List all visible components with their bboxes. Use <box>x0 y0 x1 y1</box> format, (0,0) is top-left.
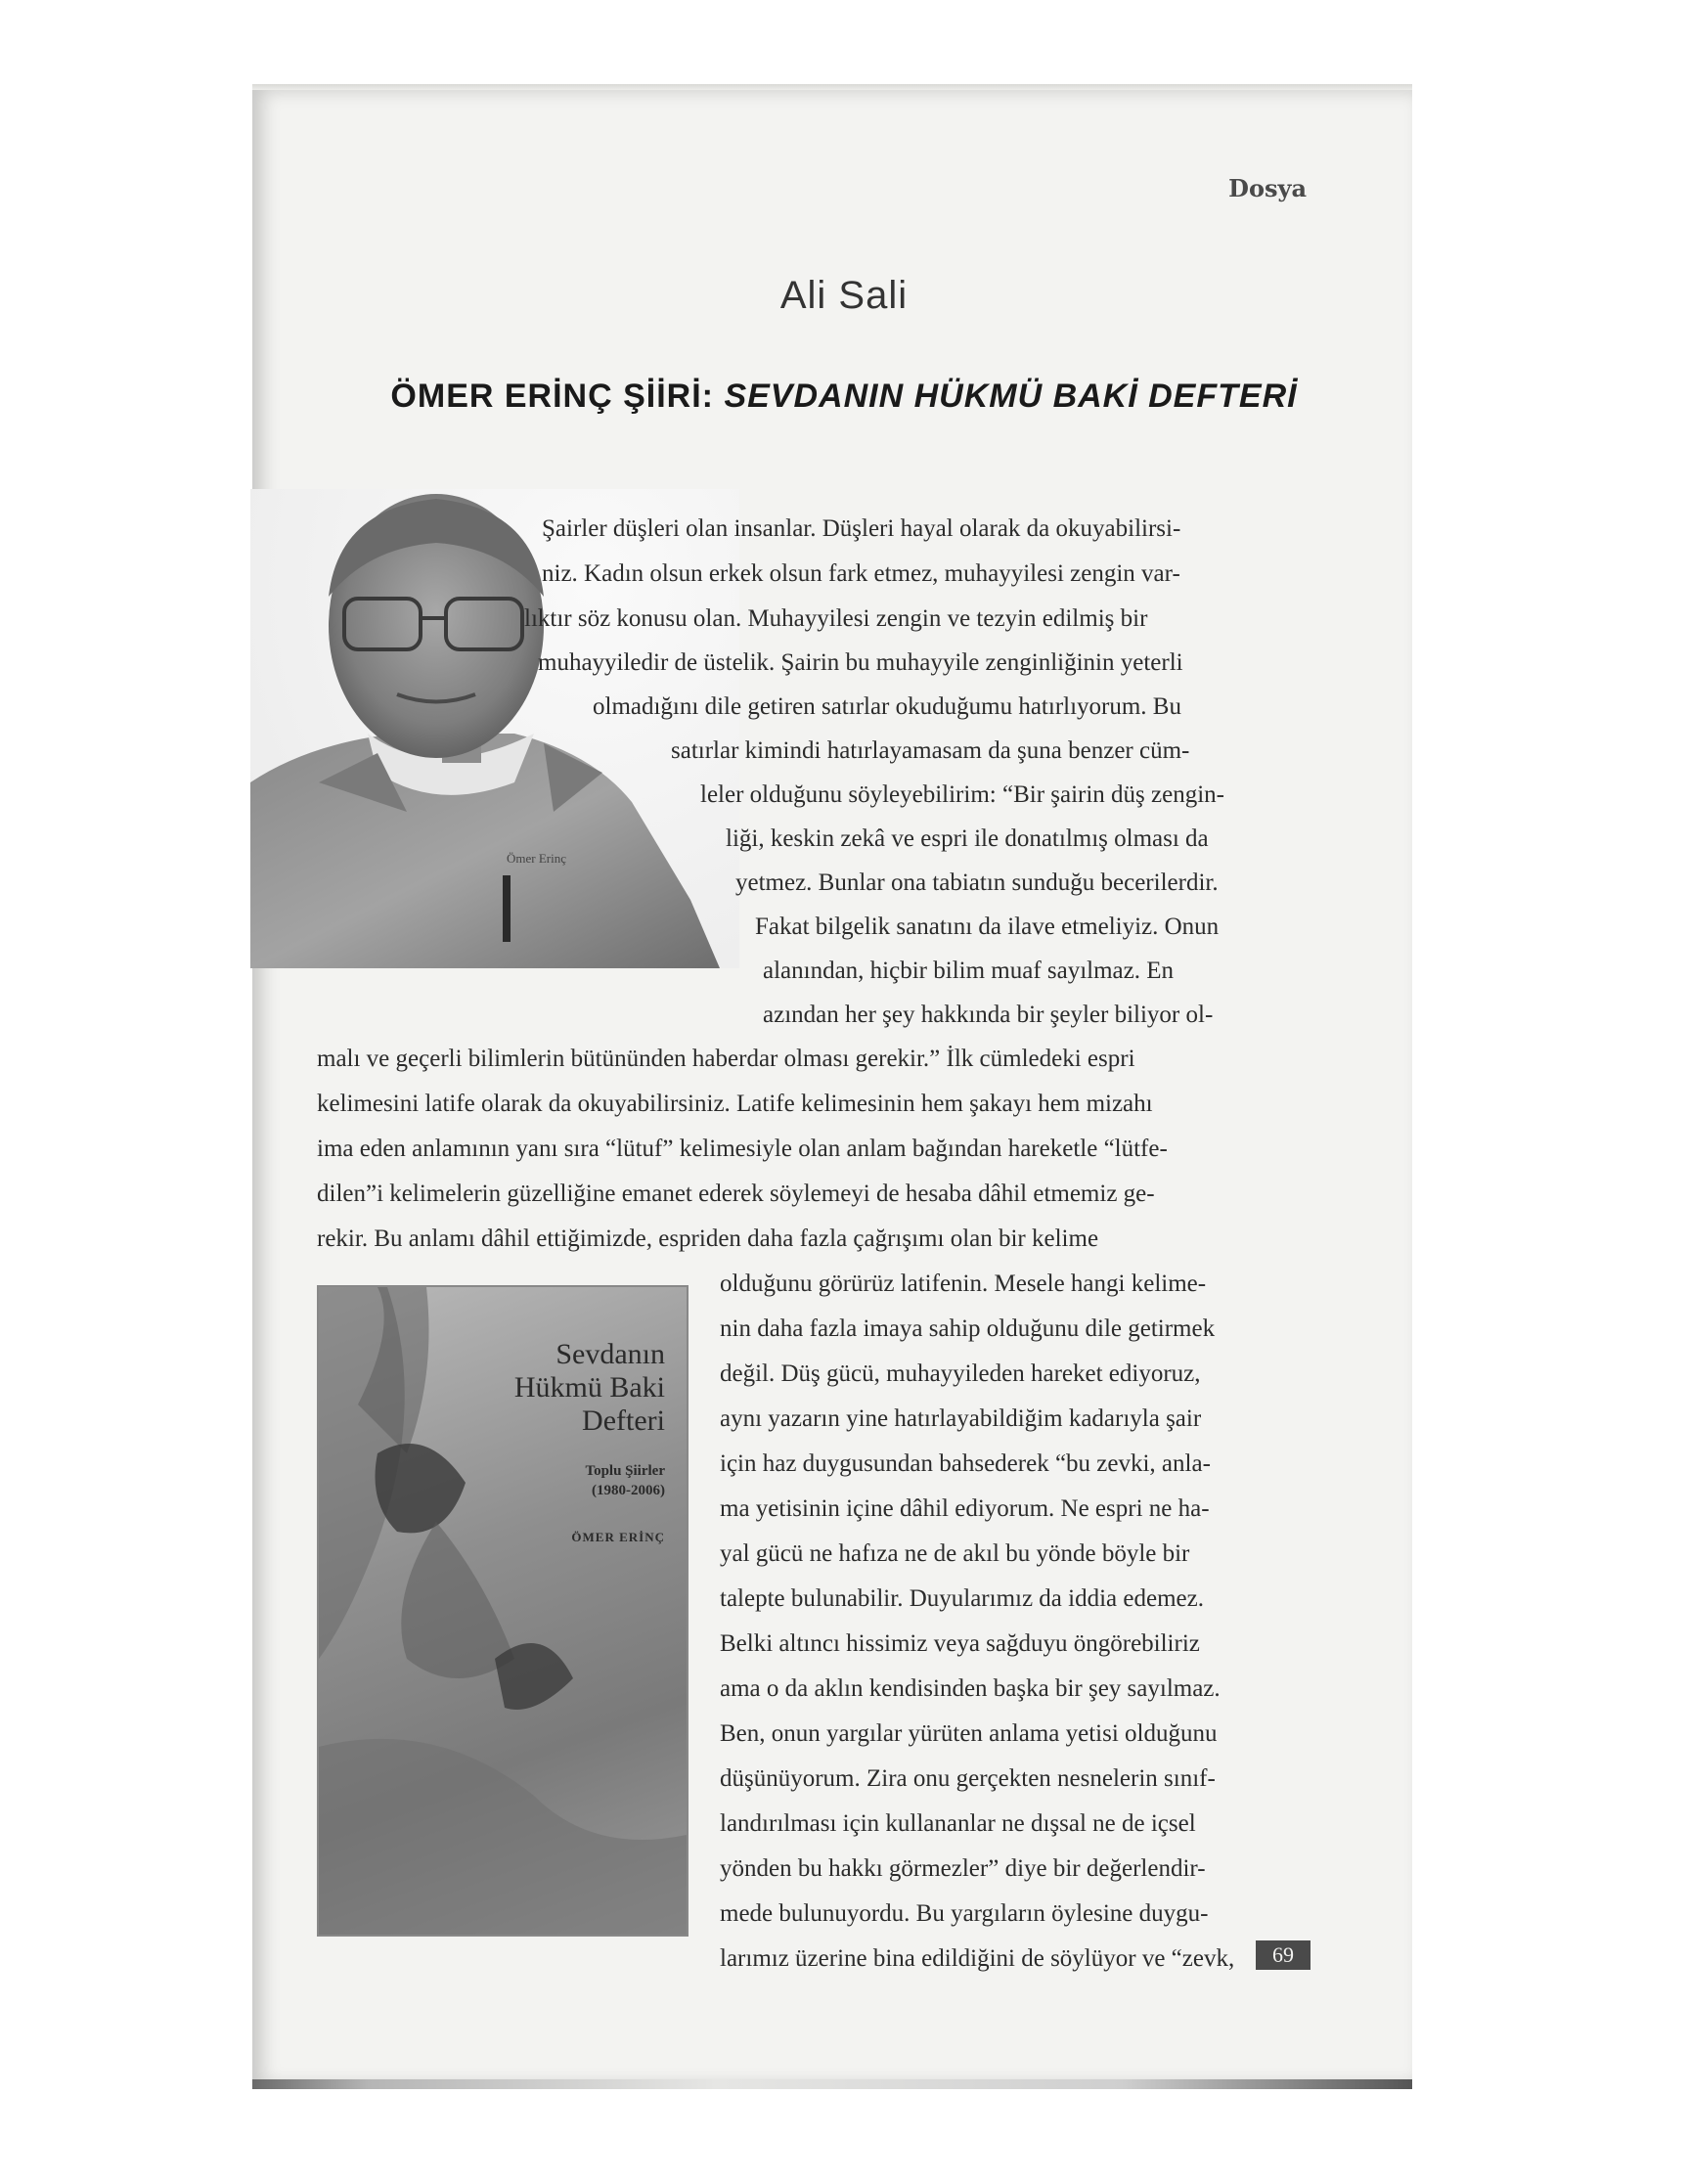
book-title <box>514 1338 665 1438</box>
body-line: azından her şey hakkında bir şeyler biliyor ol- <box>763 1002 1214 1028</box>
body-line: düşünüyorum. Zira onu gerçekten nesnelerin sınıf- <box>720 1765 1216 1792</box>
body-line: olduğunu görürüz latifenin. Mesele hangi kelime- <box>720 1270 1207 1297</box>
body-line: dilen”i kelimelerin güzelliğine emanet ederek söylemeyi de hesaba dâhil etmemiz ge- <box>317 1181 1155 1207</box>
body-line: Şairler düşleri olan insanlar. Düşleri hayal olarak da okuyabilirsi- <box>542 515 1181 542</box>
page-number: 69 <box>1256 1940 1310 1970</box>
book-author: ÖMER ERİNÇ <box>571 1530 665 1544</box>
book-cover <box>319 1287 687 1935</box>
body-line: olmadığını dile getiren satırlar okuduğumu hatırlıyorum. Bu <box>593 693 1181 720</box>
body-line: leler olduğunu söyleyebilirim: “Bir şairin düş zengin- <box>700 781 1224 808</box>
body-line: mede bulunuyordu. Bu yargıların öylesine duygu- <box>720 1900 1209 1927</box>
photo-caption: Ömer Erinç <box>507 851 567 866</box>
body-line: Ben, onun yargılar yürüten anlama yetisi olduğunu <box>720 1720 1218 1747</box>
book-subtitle-text: Toplu Şiirler <box>585 1463 665 1479</box>
body-line: muhayyiledir de üstelik. Şairin bu muhayyile zenginliğinin yeterli <box>538 649 1183 676</box>
body-line: aynı yazarın yine hatırlayabildiğim kadarıyla şair <box>720 1405 1202 1432</box>
body-line: liği, keskin zekâ ve espri ile donatılmış olması da <box>726 825 1209 852</box>
body-line: niz. Kadın olsun erkek olsun fark etmez, muhayyilesi zengin var- <box>542 560 1180 587</box>
body-line: yönden bu hakkı görmezler” diye bir değerlendir- <box>720 1855 1206 1882</box>
body-line: ama o da aklın kendisinden başka bir şey sayılmaz. <box>720 1675 1221 1702</box>
book-title-line: Defteri <box>582 1404 665 1437</box>
article-title <box>0 378 1688 416</box>
book-title-line: Hükmü Baki <box>513 1371 665 1404</box>
body-line: Fakat bilgelik sanatını da ilave etmeliyiz. Onun <box>755 914 1220 940</box>
body-line: yetmez. Bunlar ona tabiatın sunduğu becerilerdir. <box>735 869 1219 896</box>
book-subtitle <box>585 1461 665 1500</box>
body-line: larımız üzerine bina edildiğini de söylüyor ve “zevk, <box>720 1945 1235 1972</box>
title-main: SEVDANIN HÜKMÜ BAKİ DEFTERİ <box>724 378 1298 415</box>
body-line: rekir. Bu anlamı dâhil ettiğimizde, espriden daha fazla çağrışımı olan bir kelime <box>317 1226 1099 1252</box>
body-line: yal gücü ne hafıza ne de akıl bu yönde böyle bir <box>720 1540 1190 1567</box>
body-line: nin daha fazla imaya sahip olduğunu dile getirmek <box>720 1315 1216 1342</box>
body-line: Belki altıncı hissimiz veya sağduyu öngörebiliriz <box>720 1630 1200 1657</box>
section-label: Dosya <box>1228 174 1307 202</box>
body-line: satırlar kimindi hatırlayamasam da şuna benzer cüm- <box>671 737 1190 764</box>
body-line: için haz duygusundan bahsederek “bu zevki, anla- <box>720 1450 1211 1477</box>
page-edge-bottom <box>252 2079 1412 2089</box>
body-line: değil. Düş gücü, muhayyileden hareket ediyoruz, <box>720 1360 1201 1387</box>
body-line: ima eden anlamının yanı sıra “lütuf” kelimesiyle olan anlam bağından hareketle “lütfe- <box>317 1136 1168 1162</box>
book-title-line: Sevdanın <box>555 1338 665 1370</box>
book-years: (1980-2006) <box>592 1483 665 1498</box>
title-prefix: ÖMER ERİNÇ ŞİİRİ: <box>390 378 725 415</box>
body-line: landırılması için kullananlar ne dışsal ne de içsel <box>720 1810 1196 1837</box>
article-author: Ali Sali <box>779 274 909 317</box>
body-line: kelimesini latife olarak da okuyabilirsiniz. Latife kelimesinin hem şakayı hem mizahı <box>317 1091 1153 1117</box>
body-line: alanından, hiçbir bilim muaf sayılmaz. En <box>763 958 1175 984</box>
body-line: talepte bulunabilir. Duyularımız da iddia edemez. <box>720 1585 1204 1612</box>
body-line: malı ve geçerli bilimlerin bütününden haberdar olması gerekir.” İlk cümledeki espri <box>317 1046 1135 1072</box>
body-line: lıktır söz konusu olan. Muhayyilesi zengin ve tezyin edilmiş bir <box>524 605 1148 632</box>
body-line: ma yetisinin içine dâhil ediyorum. Ne espri ne ha- <box>720 1495 1210 1522</box>
